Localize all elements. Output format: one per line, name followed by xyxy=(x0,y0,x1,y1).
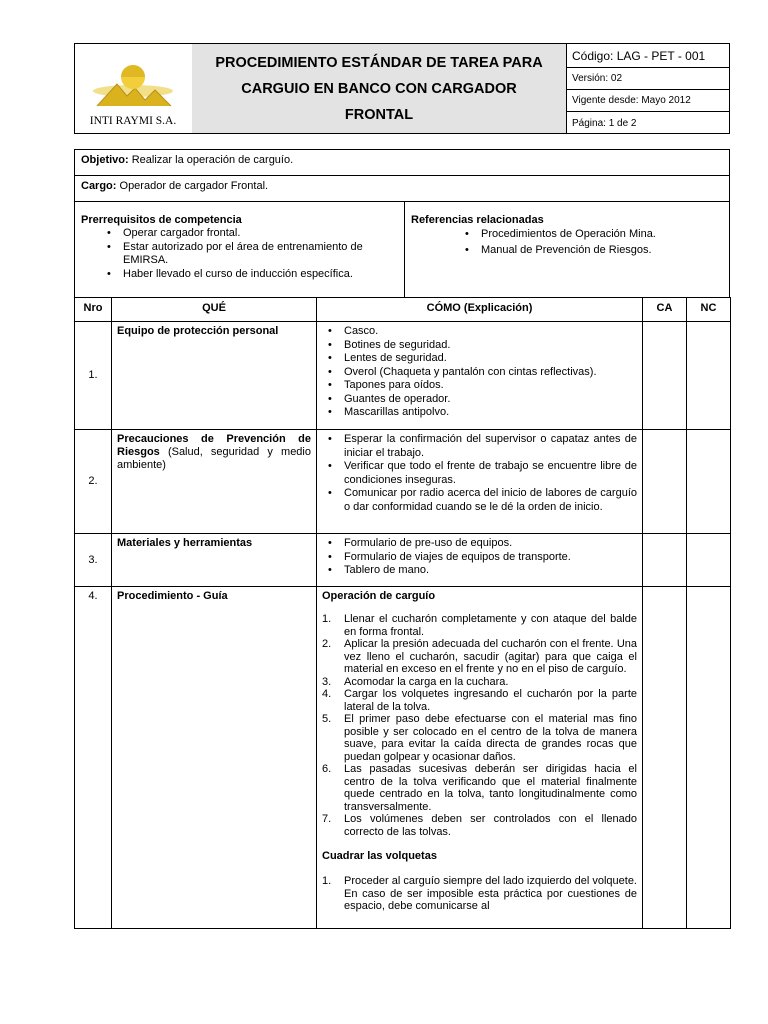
list-item: • Operar cargador frontal. xyxy=(101,227,398,241)
list-item: • Guantes de operador. xyxy=(322,393,637,407)
row-que: Equipo de protección personal xyxy=(112,322,317,430)
company-logo xyxy=(75,44,192,133)
company-name: INTI RAYMI S.A. xyxy=(89,115,177,127)
list-item: • Esperar la confirmación del supervisor o capataz antes de iniciar el trabajo. xyxy=(322,433,637,460)
list-item: • Formulario de pre-uso de equipos. xyxy=(322,537,637,551)
list-item xyxy=(322,763,637,813)
list-item xyxy=(322,875,637,913)
document-header xyxy=(74,43,730,134)
referencias-list xyxy=(459,227,723,258)
list-item: • Manual de Prevención de Riesgos. xyxy=(459,243,723,259)
list-item: • Formulario de viajes de equipos de transporte. xyxy=(322,551,637,565)
title-line-2: CARGUIO EN BANCO CON CARGADOR xyxy=(241,80,517,97)
list-item: EMIRSA. xyxy=(123,254,169,266)
table-header-row xyxy=(75,298,731,322)
step-number: 2. xyxy=(322,638,332,650)
step-number: 3. xyxy=(322,675,332,688)
document-title xyxy=(192,44,567,133)
row-que xyxy=(112,430,317,534)
row-ca xyxy=(643,430,687,534)
materiales-list xyxy=(322,537,637,578)
row-nc xyxy=(687,322,731,430)
step-text: El primer paso debe efectuarse con el material mas fino posible y ser colocado en el centro de la tolva de manera suave, para evitar la caída directa de grandes rocas que puedan golpear y ocasionar daños. xyxy=(344,713,637,763)
prerrequisitos-title: Prerrequisitos de competencia xyxy=(81,214,242,226)
table-row xyxy=(75,322,731,430)
step-number: 5. xyxy=(322,713,332,725)
title-line-1: PROCEDIMIENTO ESTÁNDAR DE TAREA PARA xyxy=(215,54,543,71)
step-number: 7. xyxy=(322,813,332,825)
objetivo-row xyxy=(75,150,729,176)
row-que-bold: Precauciones de Prevención de Riesgos xyxy=(117,433,311,458)
list-item: • Casco. xyxy=(322,325,637,339)
header-como: CÓMO (Explicación) xyxy=(317,298,643,322)
document-meta xyxy=(567,44,729,133)
prerrequisitos-cell xyxy=(75,202,405,297)
list-item: • Haber llevado el curso de inducción específica. xyxy=(101,268,398,282)
row-ca xyxy=(643,587,687,929)
info-block xyxy=(74,149,730,298)
step-text: Los volúmenes deben ser controlados con el llenado correcto de las tolvas. xyxy=(344,813,637,838)
row-nc xyxy=(687,534,731,587)
step-number: 4. xyxy=(322,688,332,700)
header-que: QUÉ xyxy=(112,298,317,322)
operacion-steps xyxy=(322,613,637,838)
header-nc: NC xyxy=(687,298,731,322)
row-nc xyxy=(687,430,731,534)
step-number: 1. xyxy=(322,875,332,887)
list-item: • Overol (Chaqueta y pantalón con cintas reflectivas). xyxy=(322,366,637,380)
list-item: • Estar autorizado por el área de entrenamiento de xyxy=(101,241,398,255)
cargo-text: Operador de cargador Frontal. xyxy=(116,180,269,192)
title-line-3: FRONTAL xyxy=(344,106,414,123)
row-como xyxy=(317,430,643,534)
objetivo-text: Realizar la operación de carguío. xyxy=(128,154,294,166)
list-item: • Botines de seguridad. xyxy=(322,339,637,353)
table-row xyxy=(75,534,731,587)
row-como xyxy=(317,322,643,430)
version: Versión: 02 xyxy=(567,68,729,90)
header-ca: CA xyxy=(643,298,687,322)
prerrequisitos-list xyxy=(101,227,398,281)
pagina: Página: 1 de 2 xyxy=(572,117,637,129)
row-number: 1. xyxy=(75,322,112,430)
table-row xyxy=(75,430,731,534)
row-ca xyxy=(643,322,687,430)
procedure-table xyxy=(74,297,731,929)
section-title: Operación de carguío xyxy=(322,590,436,602)
step-text: Las pasadas sucesivas deberán ser dirigidas hacia el centro de la tolva verificando que el material finalmente quede centrado en la tolva, tanto longitudinalmente como transversalmente. xyxy=(344,763,637,813)
row-number: 4. xyxy=(75,587,112,929)
list-item xyxy=(322,676,637,689)
step-text: Proceder al carguío siempre del lado izquierdo del volquete. En caso de ser imposible esta práctica por cuestiones de espacio, debe comunicarse al xyxy=(344,875,637,912)
list-item xyxy=(322,813,637,838)
epp-list xyxy=(322,325,637,420)
list-item xyxy=(322,613,637,638)
list-item xyxy=(322,688,637,713)
row-number: 3. xyxy=(75,534,112,587)
vigente: Vigente desde: Mayo 2012 xyxy=(567,90,729,112)
step-text: Acomodar la carga en la cuchara. xyxy=(344,675,509,688)
step-number: 6. xyxy=(322,763,332,775)
list-item: • Lentes de seguridad. xyxy=(322,352,637,366)
step-number: 1. xyxy=(322,613,332,625)
cargo-label: Cargo: xyxy=(81,180,117,192)
step-text: Aplicar la presión adecuada del cucharón con el frente. Una vez lleno el cucharón, sacudir (agitar) para que caiga el material en exceso en el frente y no en el piso de carguío. xyxy=(344,638,637,675)
row-que: Procedimiento - Guía xyxy=(112,587,317,929)
referencias-title: Referencias relacionadas xyxy=(411,214,544,226)
cuadrar-steps xyxy=(322,875,637,913)
row-como xyxy=(317,587,643,929)
step-text: Cargar los volquetes ingresando el cucharón por la parte lateral de la tolva. xyxy=(344,688,637,713)
row-que-rest: (Salud, seguridad y medio ambiente) xyxy=(117,446,311,471)
list-item: • Tablero de mano. xyxy=(322,564,637,578)
row-nc xyxy=(687,587,731,929)
precauciones-list xyxy=(322,433,637,514)
list-item xyxy=(322,713,637,763)
row-que: Materiales y herramientas xyxy=(112,534,317,587)
step-text: Llenar el cucharón completamente y con ataque del balde en forma frontal. xyxy=(344,613,637,638)
list-item: • Procedimientos de Operación Mina. xyxy=(459,227,723,243)
row-number: 2. xyxy=(75,430,112,534)
cargo-row xyxy=(75,176,729,202)
list-item: • Verificar que todo el frente de trabajo se encuentre libre de condiciones inseguras. xyxy=(322,460,637,487)
table-row xyxy=(75,587,731,929)
objetivo-label: Objetivo: xyxy=(81,154,129,166)
codigo: Código: LAG - PET - 001 xyxy=(567,44,729,68)
competencias-row xyxy=(75,202,729,297)
section-title: Cuadrar las volquetas xyxy=(322,850,437,862)
header-nro: Nro xyxy=(75,298,112,322)
list-item xyxy=(322,638,637,676)
row-ca xyxy=(643,534,687,587)
logo-cell xyxy=(75,44,193,133)
list-item: • Mascarillas antipolvo. xyxy=(322,406,637,420)
row-como xyxy=(317,534,643,587)
referencias-cell xyxy=(405,202,729,297)
list-item: • Comunicar por radio acerca del inicio de labores de carguío o dar conformidad cuando se le dé la orden de inicio. xyxy=(322,487,637,514)
list-item: • Tapones para oídos. xyxy=(322,379,637,393)
